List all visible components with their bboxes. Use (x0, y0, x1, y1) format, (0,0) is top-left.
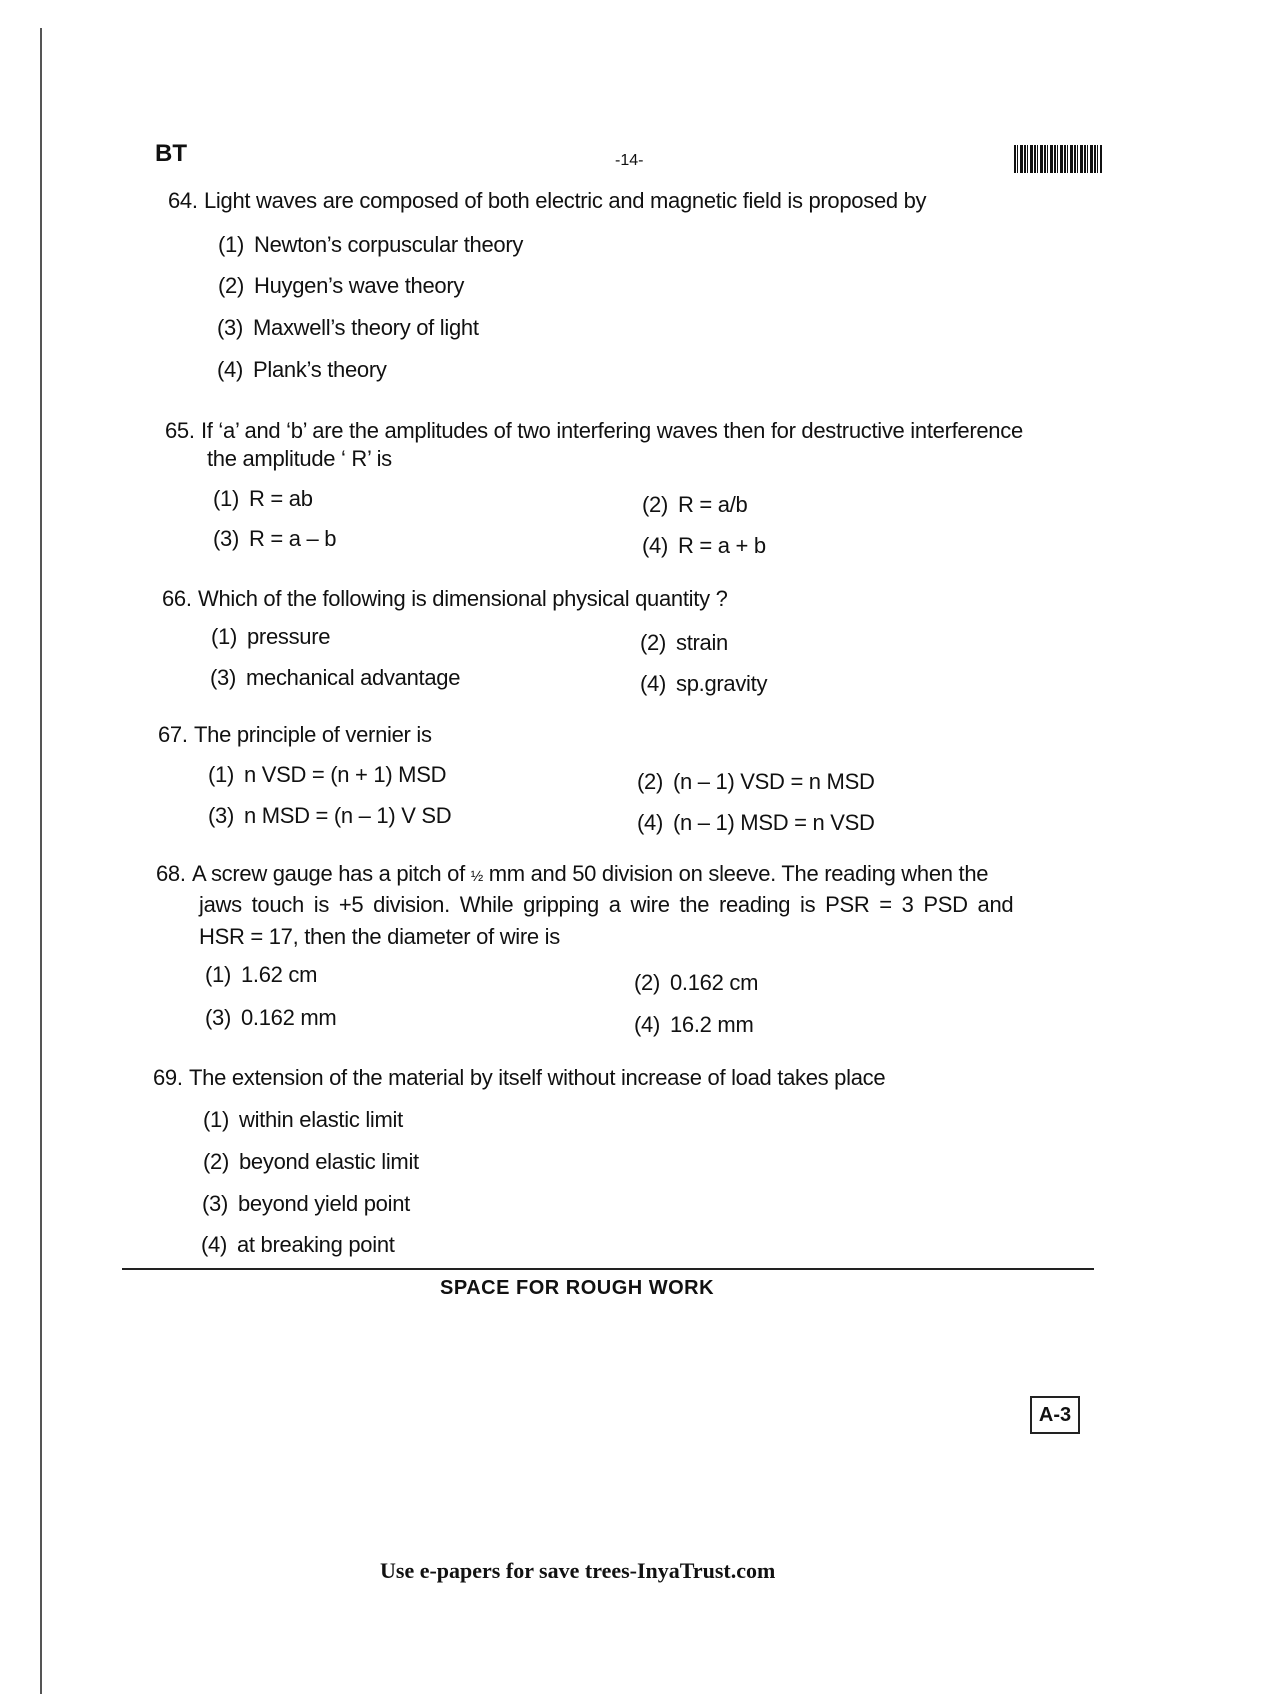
option-number: (1) (208, 762, 234, 787)
option-number: (3) (202, 1191, 228, 1216)
option-text: R = a + b (678, 533, 766, 558)
question-text: mm and 50 division on sleeve. The reading when the (488, 861, 989, 886)
scan-margin-line (40, 28, 42, 1694)
option (203, 1107, 403, 1133)
option-text: 1.62 cm (241, 962, 318, 987)
option (640, 630, 728, 656)
footer-text: Use e-papers for save trees-InyaTrust.com (380, 1558, 776, 1583)
question-66 (162, 586, 728, 612)
option-number: (4) (217, 357, 243, 382)
question-65 (165, 418, 1023, 444)
option (634, 1012, 753, 1038)
option-number: (3) (208, 803, 234, 828)
question-68 (156, 861, 988, 887)
option-text: n VSD = (n + 1) MSD (244, 762, 447, 787)
option-text: within elastic limit (239, 1107, 403, 1132)
option-number: (4) (642, 533, 668, 558)
option-number: (2) (218, 273, 244, 298)
booklet-code-box: A-3 (1030, 1396, 1080, 1434)
question-number: 68. (156, 861, 186, 886)
option-number: (2) (640, 630, 666, 655)
option-text: Maxwell’s theory of light (253, 315, 479, 340)
option (217, 315, 479, 341)
question-number: 65. (165, 418, 195, 443)
option-number: (2) (642, 492, 668, 517)
question-text: The extension of the material by itself without increase of load takes place (189, 1065, 886, 1090)
question-number: 69. (153, 1065, 183, 1090)
option-number: (4) (640, 671, 666, 696)
option-text: strain (676, 630, 728, 655)
option-text: beyond elastic limit (239, 1149, 419, 1174)
option-number: (3) (210, 665, 236, 690)
option (213, 526, 336, 552)
question-number: 64. (168, 188, 198, 213)
option (208, 762, 446, 788)
option (218, 232, 523, 258)
option-number: (1) (203, 1107, 229, 1132)
question-text-line: jaws touch is +5 division. While gripping a wire the reading is PSR = 3 PSD and (199, 892, 1014, 917)
option (217, 357, 387, 383)
option (201, 1232, 395, 1258)
option-text: 16.2 mm (670, 1012, 754, 1037)
fraction-half: ½ (470, 868, 483, 885)
question-64 (168, 188, 926, 214)
option-text: R = a/b (678, 492, 748, 517)
option (211, 624, 330, 650)
option (202, 1191, 410, 1217)
option-text: 0.162 cm (670, 970, 759, 995)
option-text: (n – 1) VSD = n MSD (673, 769, 875, 794)
option (640, 671, 767, 697)
option (205, 1005, 336, 1031)
option-text: Plank’s theory (253, 357, 387, 382)
question-text: A screw gauge has a pitch of (192, 861, 465, 886)
paper-code: BT (155, 140, 187, 167)
option-text: pressure (247, 624, 331, 649)
option-text: n MSD = (n – 1) V SD (244, 803, 452, 828)
option-number: (2) (637, 769, 663, 794)
divider-rule (122, 1268, 1094, 1270)
option (642, 492, 747, 518)
option (634, 970, 758, 996)
option-text: 0.162 mm (241, 1005, 337, 1030)
question-number: 66. (162, 586, 192, 611)
question-67 (158, 722, 432, 748)
option-number: (2) (634, 970, 660, 995)
option-text: beyond yield point (238, 1191, 410, 1216)
option (637, 810, 875, 836)
option-number: (3) (205, 1005, 231, 1030)
option-number: (3) (213, 526, 239, 551)
option-text: sp.gravity (676, 671, 768, 696)
question-text-line: HSR = 17, then the diameter of wire is (199, 924, 560, 949)
option-text: R = ab (249, 486, 313, 511)
barcode-icon (1014, 145, 1102, 173)
question-text-line: the amplitude ‘ R’ is (207, 446, 392, 471)
option-number: (4) (637, 810, 663, 835)
option (203, 1149, 419, 1175)
option (210, 665, 460, 691)
option-number: (4) (201, 1232, 227, 1257)
option-text: at breaking point (237, 1232, 395, 1257)
option-number: (1) (218, 232, 244, 257)
option (218, 273, 464, 299)
option (213, 486, 313, 512)
option (208, 803, 451, 829)
question-text: If ‘a’ and ‘b’ are the amplitudes of two interfering waves then for destructive interference (201, 418, 1023, 443)
question-text: Which of the following is dimensional physical quantity ? (198, 586, 728, 611)
question-text: Light waves are composed of both electric and magnetic field is proposed by (204, 188, 927, 213)
option-text: mechanical advantage (246, 665, 461, 690)
page-number: -14- (615, 152, 644, 169)
option-number: (3) (217, 315, 243, 340)
option-number: (1) (211, 624, 237, 649)
option-number: (1) (205, 962, 231, 987)
option-text: Newton’s corpuscular theory (254, 232, 524, 257)
option-number: (4) (634, 1012, 660, 1037)
option-text: R = a – b (249, 526, 337, 551)
option-number: (1) (213, 486, 239, 511)
option-text: Huygen’s wave theory (254, 273, 465, 298)
option (642, 533, 766, 559)
question-number: 67. (158, 722, 188, 747)
option (637, 769, 875, 795)
question-69 (153, 1065, 885, 1091)
option-number: (2) (203, 1149, 229, 1174)
rough-work-label: SPACE FOR ROUGH WORK (440, 1277, 715, 1299)
question-text: The principle of vernier is (194, 722, 432, 747)
option-text: (n – 1) MSD = n VSD (673, 810, 875, 835)
option (205, 962, 317, 988)
